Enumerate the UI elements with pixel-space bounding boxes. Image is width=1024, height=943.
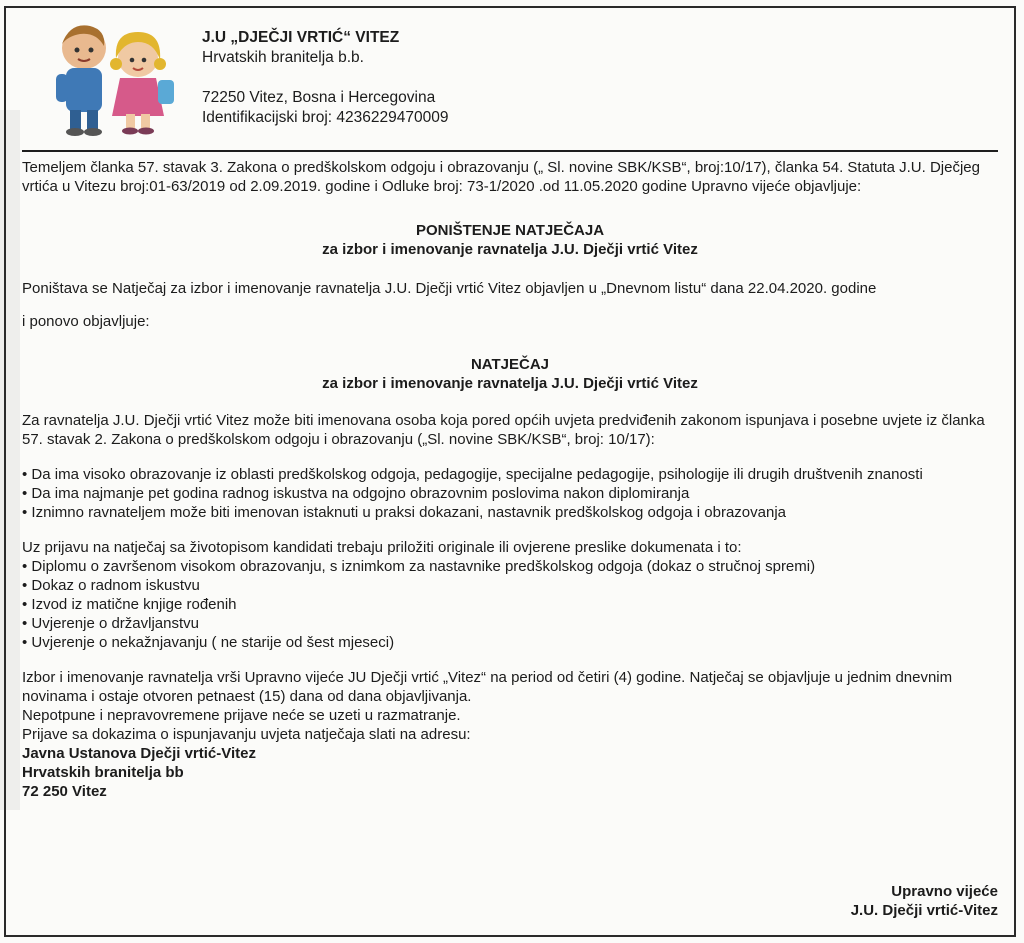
competition-title: NATJEČAJ [470, 356, 550, 373]
cancellation-subtitle: za izbor i imenovanje ravnatelja J.U. Dječji vrtić Vitez [322, 241, 698, 258]
list-item: • Izvod iz matične knjige rođenih [22, 595, 998, 614]
list-item: • Diplomu o završenom visokom obrazovanju, s iznimkom za nastavnike predškolskog odgoja (dokaz o stručnoj spremi) [22, 557, 998, 576]
republish-text: i ponovo objavljuje: [22, 313, 150, 330]
documents-list [22, 557, 998, 652]
list-item: • Da ima najmanje pet godina radnog iskustva na odgojno obrazovnim poslovima nakon diplomiranja [22, 484, 998, 503]
list-item: • Da ima visoko obrazovanje iz oblasti predškolskog odgoja, pedagogije, specijalne pedagogije, psihologije ili drugih društvenih znanosti [22, 465, 998, 484]
border-left [4, 6, 6, 937]
cancellation-text: Poništava se Natječaj za izbor i imenovanje ravnatelja J.U. Dječji vrtić Vitez objavljen u „Dnevnom listu“ dana 22.04.2020. godine [22, 280, 877, 297]
institution-city: 72250 Vitez, Bosna i Hercegovina [202, 89, 436, 106]
list-item: • Dokaz o radnom iskustvu [22, 576, 998, 595]
intro-paragraph: Temeljem članka 57. stavak 3. Zakona o predškolskom odgoju i obrazovanju („ Sl. novine SBK/KSB“, broj:10/17), članka 54. Statuta J.U. Dječjeg vrtića u Vitezu broj:01-63/2019 od 2.09.2019. godine i Odluke broj: 73-1/2020 .od 11.05.2020 godine Upravno vijeće objavljuje: [22, 159, 980, 195]
list-item: • Uvjerenje o nekažnjavanju ( ne starije od šest mjeseci) [22, 633, 998, 652]
signature-block [760, 882, 998, 920]
institution-id: Identifikacijski broj: 4236229470009 [202, 109, 449, 126]
incomplete-note: Nepotpune i nepravovremene prijave neće se uzeti u razmatranje. [22, 707, 461, 724]
institution-name: J.U „DJEČJI VRTIĆ“ VITEZ [202, 29, 400, 46]
cancellation-title: PONIŠTENJE NATJEČAJA [415, 222, 605, 239]
list-item: • Iznimno ravnateljem može biti imenovan istaknuti u praksi dokazani, nastavnik predškolskog odgoja i obrazovanja [22, 503, 998, 522]
address-line: Hrvatskih branitelja bb [22, 764, 184, 781]
address-line: 72 250 Vitez [22, 783, 107, 800]
institution-header [202, 28, 448, 128]
signature-line: Upravno vijeće [891, 883, 998, 900]
signature-line: J.U. Dječji vrtić-Vitez [850, 902, 998, 919]
list-item: • Uvjerenje o državljanstvu [22, 614, 998, 633]
conditions-list [22, 465, 998, 522]
border-right [1014, 6, 1016, 937]
institution-street: Hrvatskih branitelja b.b. [202, 49, 364, 66]
print-bleed [0, 110, 20, 810]
notice-body [22, 158, 998, 801]
border-top [4, 6, 1016, 8]
conditions-intro: Za ravnatelja J.U. Dječji vrtić Vitez može biti imenovana osoba koja pored općih uvjeta predviđenih zakonom ispunjava i posebne uvjete iz članka 57. stavak 2. Zakona o predškolskom odgoju i obrazovanju („Sl. novine SBK/KSB“, broj: 10/17): [22, 412, 985, 448]
term-paragraph: Izbor i imenovanje ravnatelja vrši Upravno vijeće JU Dječji vrtić „Vitez“ na period od četiri (4) godine. Natječaj se objavljuje u jednim dnevnim novinama i ostaje otvoren petnaest (15) dana od dana objavljivanja. [22, 669, 953, 705]
border-bottom [4, 935, 1016, 937]
header-divider [22, 150, 998, 152]
documents-intro: Uz prijavu na natječaj sa životopisom kandidati trebaju priložiti originale ili ovjerene preslike dokumenata i to: [22, 539, 742, 556]
address-line: Javna Ustanova Dječji vrtić-Vitez [22, 745, 256, 762]
send-to-text: Prijave sa dokazima o ispunjavanju uvjeta natječaja slati na adresu: [22, 726, 471, 743]
competition-subtitle: za izbor i imenovanje ravnatelja J.U. Dječji vrtić Vitez [322, 375, 698, 392]
kindergarten-children-logo [40, 18, 182, 140]
